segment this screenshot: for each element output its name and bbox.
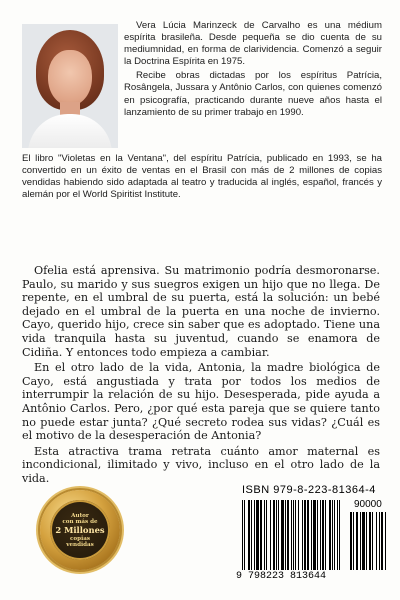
price-barcode [350,512,390,570]
book-synopsis [22,264,380,486]
seal-center [50,500,110,560]
synopsis-paragraph-1: Ofelia está aprensiva. Su matrimonio podría desmoronarse. Paulo, su marido y sus suegros exigen un hijo que no llega. De repente, en el umbral de su puerta, está la solución: un bebé dejado en el umbral de la puerta en una noche de invierno. Cayo, querido hijo, crece sin saber que es adoptado. Tiene una vida tranquila hasta su juventud, cuando se enamora de Cidiña. Y entonces todo empieza a cambiar. [22,264,380,359]
isbn-barcode-block [236,484,392,594]
bio-paragraph-3: El libro "Violetas en la Ventana", del espíritu Patrícia, publicado en 1993, se ha convertido en un éxito de ventas en el Brasil con más de 2 millones de copias vendidas habiendo sido adaptada al teatro y traducida al inglés, español, francés y alemán por el World Spiritist Institute. [22,153,382,201]
seal-line-3: 2 Millones [55,525,105,535]
seal-line-5: vendidas [66,542,94,548]
seal-line-4: copias [70,536,90,542]
price-code: 90000 [354,499,382,510]
seal-line-1: Autor [71,513,89,519]
bestseller-seal [40,490,120,570]
ean-digits: 9 798223 813644 [236,571,327,582]
ean-barcode [242,500,346,570]
bio-paragraph-1: Vera Lúcia Marinzeck de Carvalho es una médium espírita brasileña. Desde pequeña se dio cuenta de su mediumnidad, en forma de clarividencia. Comenzó a seguir la Doctrina Espírita en 1975. [124,20,382,68]
seal-line-2: con más de [62,519,98,525]
author-photo [22,24,118,148]
synopsis-paragraph-2: En el otro lado de la vida, Antonia, la madre biológica de Cayo, está angustiada y trata por todos los medios de interrumpir la relación de su hijo. Desesperada, pide ayuda a Antônio Carlos. Pero, ¿por qué esta pareja que se quiere tanto no puede estar junta? ¿Qué secreto rodea sus vidas? ¿Cuál es el motivo de la desesperación de Antonia? [22,361,380,443]
isbn-label: ISBN 979-8-223-81364-4 [242,484,376,496]
bio-paragraph-2: Recibe obras dictadas por los espíritus Patrícia, Rosângela, Jussara y Antônio Carlos, con quienes comenzó en psicografía, practicando durante nueve años hasta el lanzamiento de su primer trabajo en 1990. [124,70,382,118]
author-bio [124,20,382,119]
synopsis-paragraph-3: Esta atractiva trama retrata cuánto amor maternal es incondicional, ilimitado y vivo, incluso en el otro lado de la vida. [22,444,380,485]
